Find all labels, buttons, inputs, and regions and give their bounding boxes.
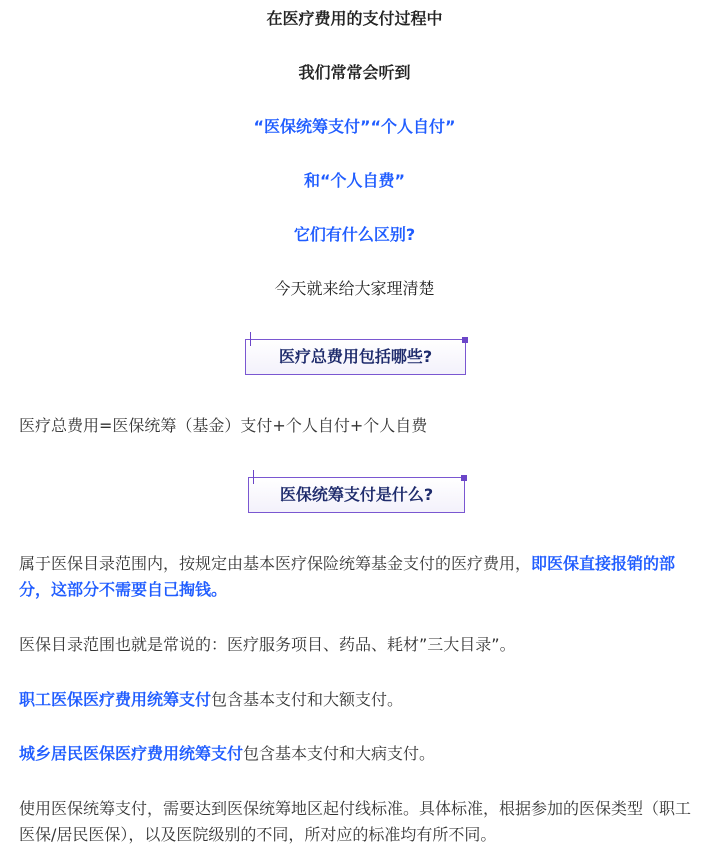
section-heading-total-cost bbox=[245, 339, 466, 375]
decorative-corner bbox=[461, 475, 467, 481]
decorative-corner bbox=[462, 337, 468, 343]
section-heading-pooled-payment bbox=[248, 477, 465, 513]
decorative-tick bbox=[253, 470, 254, 484]
paragraph-highlight: 职工医保医疗费用统筹支付 bbox=[19, 690, 212, 709]
total-cost-formula: 医疗总费用=医保统筹（基金）支付+个人自付+个人自费 bbox=[19, 416, 428, 435]
intro-line-3: “医保统筹支付”“个人自付” bbox=[253, 117, 456, 136]
paragraph-text: 包含基本支付和大病支付。 bbox=[243, 744, 436, 763]
intro-line-5: 它们有什么区别? bbox=[293, 225, 416, 244]
intro-line-2: 我们常常会听到 bbox=[298, 63, 411, 82]
paragraph-catalog-scope: 医保目录范围也就是常说的：医疗服务项目、药品、耗材”三大目录”。 bbox=[19, 635, 516, 654]
paragraph-resident-insurance bbox=[19, 741, 695, 767]
paragraph-highlight: 城乡居民医保医疗费用统筹支付 bbox=[19, 744, 244, 763]
intro-line-6: 今天就来给大家理清楚 bbox=[274, 279, 435, 298]
paragraph-text: 属于医保目录范围内，按规定由基本医疗保险统筹基金支付的医疗费用， bbox=[19, 554, 532, 573]
paragraph-definition bbox=[19, 551, 695, 603]
section-heading-text: 医疗总费用包括哪些? bbox=[278, 347, 433, 366]
paragraph-highlight: 即医保直接报销的部分，这部分不需要自己掏钱。 bbox=[19, 554, 676, 599]
intro-line-4: 和“个人自费” bbox=[303, 171, 406, 190]
paragraph-employee-insurance bbox=[19, 687, 695, 713]
paragraph-deductible: 使用医保统筹支付，需要达到医保统筹地区起付线标准。具体标准，根据参加的医保类型（职工医保/居民医保），以及医院级别的不同，所对应的标准均有所不同。 bbox=[19, 799, 692, 844]
decorative-tick bbox=[250, 332, 251, 346]
section-heading-text: 医保统筹支付是什么? bbox=[279, 485, 434, 504]
paragraph-text: 包含基本支付和大额支付。 bbox=[211, 690, 404, 709]
intro-line-1: 在医疗费用的支付过程中 bbox=[266, 9, 443, 28]
